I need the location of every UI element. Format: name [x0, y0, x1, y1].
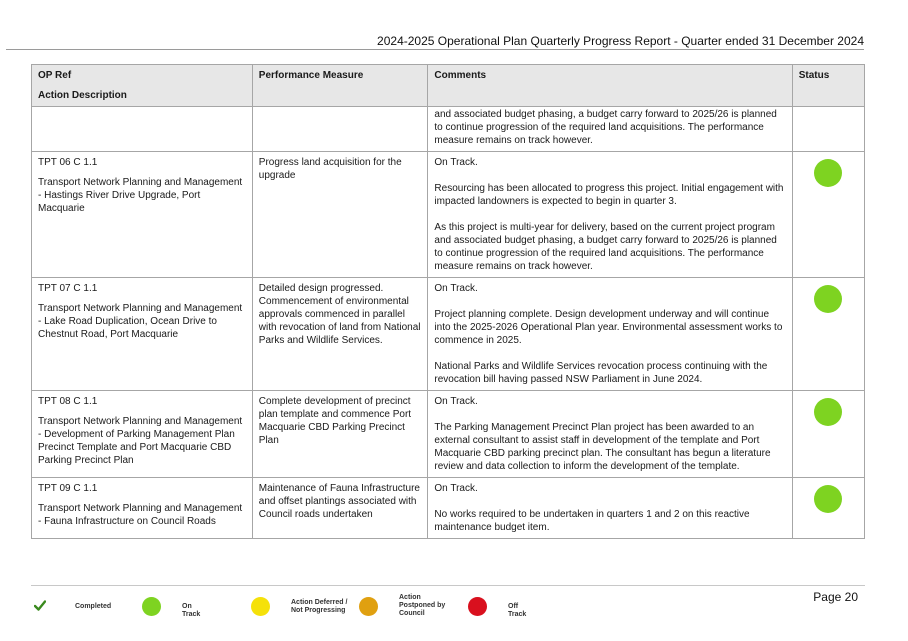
progress-table: [31, 64, 865, 539]
comment-paragraph: No works required to be undertaken in quarters 1 and 2 on this reactive maintenance budget item.: [434, 509, 750, 533]
comment-paragraph: On Track.: [434, 157, 478, 168]
action-description: Transport Network Planning and Management - Hastings River Drive Upgrade, Port Macquarie: [38, 177, 243, 214]
completed-check-icon: [34, 598, 46, 616]
comment-paragraph: Resourcing has been allocated to progress this project. Initial engagement with impacted landowners is expected to begin in quarter 3.: [434, 183, 784, 207]
report-title: 2024-2025 Operational Plan Quarterly Progress Report - Quarter ended 31 December 2024: [377, 34, 864, 48]
continuation-comments-cell: [428, 107, 792, 152]
legend-completed-label: Completed: [75, 603, 112, 610]
status-cell: [792, 391, 864, 478]
comment-paragraph: Project planning complete. Design development underway and will continue into the 2025-2026 Operational Plan year. Environmental assessment works to commence in 2025.: [434, 309, 783, 346]
table-row: [32, 278, 865, 391]
action-description: Transport Network Planning and Management - Development of Parking Management Plan Precinct Template and Port Macquarie CBD Parking Precinct Plan: [38, 416, 243, 466]
legend-on-track-label: On Track: [182, 603, 201, 618]
op-ref: TPT 09 C 1.1: [38, 483, 98, 494]
comments-cell: [428, 391, 792, 478]
performance-measure-header: Performance Measure: [252, 65, 428, 107]
comments-cell: [428, 478, 792, 539]
continuation-comment: and associated budget phasing, a budget carry forward to 2025/26 is planned to continue progression of the required land acquisitions. The performance measure remains on track however.: [434, 109, 777, 146]
status-cell: [792, 152, 864, 278]
op-ref-header-label: OP Ref: [38, 70, 72, 81]
op-ref: TPT 07 C 1.1: [38, 283, 98, 294]
comment-paragraph: On Track.: [434, 283, 478, 294]
table-row: [32, 152, 865, 278]
comment-paragraph: On Track.: [434, 396, 478, 407]
on-track-status-icon: [814, 398, 842, 426]
on-track-status-icon: [814, 159, 842, 187]
op-ref: TPT 06 C 1.1: [38, 157, 98, 168]
status-header: Status: [792, 65, 864, 107]
op-ref-cell: [32, 278, 253, 391]
deferred-legend-icon: [251, 597, 270, 616]
performance-measure-cell: Maintenance of Fauna Infrastructure and offset plantings associated with Council roads undertaken: [252, 478, 428, 539]
op-ref: TPT 08 C 1.1: [38, 396, 98, 407]
table-row: [32, 391, 865, 478]
off-track-legend-icon: [468, 597, 487, 616]
action-description: Transport Network Planning and Management - Fauna Infrastructure on Council Roads: [38, 503, 243, 527]
comment-paragraph: On Track.: [434, 483, 478, 494]
performance-measure-cell: Complete development of precinct plan template and commence Port Macquarie CBD Parking Precinct Plan: [252, 391, 428, 478]
legend-postponed-label: Action Postponed by Council: [399, 594, 446, 617]
action-description-header-label: Action Description: [38, 90, 127, 101]
comment-paragraph: As this project is multi-year for delivery, based on the current project program and associated budget phasing, a budget carry forward to 2025/26 is planned to continue progression of the required land acquisitions. The performance measure remains on track however.: [434, 222, 777, 272]
on-track-status-icon: [814, 285, 842, 313]
comments-cell: [428, 278, 792, 391]
comment-paragraph: National Parks and Wildlife Services revocation process continuing with the revocation bill having passed NSW Parliament in June 2024.: [434, 361, 768, 385]
header-divider: [6, 49, 864, 50]
op-ref-cell: [32, 478, 253, 539]
continuation-measure-cell: [252, 107, 428, 152]
op-ref-header: [32, 65, 253, 107]
legend-deferred-label: Action Deferred / Not Progressing: [291, 599, 348, 614]
on-track-status-icon: [814, 485, 842, 513]
status-cell: [792, 478, 864, 539]
continuation-ref-cell: [32, 107, 253, 152]
action-description: Transport Network Planning and Management - Lake Road Duplication, Ocean Drive to Chestnut Road, Port Macquarie: [38, 303, 243, 340]
table-row-continuation: [32, 107, 865, 152]
page-number: Page 20: [813, 590, 858, 604]
comments-cell: [428, 152, 792, 278]
postponed-legend-icon: [359, 597, 378, 616]
op-ref-cell: [32, 152, 253, 278]
on-track-legend-icon: [142, 597, 161, 616]
performance-measure-cell: Detailed design progressed. Commencement of environmental approvals commenced in parallel with revocation of land from National Parks and Wildlife Services.: [252, 278, 428, 391]
continuation-status-cell: [792, 107, 864, 152]
footer-divider: [31, 585, 865, 586]
op-ref-cell: [32, 391, 253, 478]
legend-off-track-label: Off Track: [508, 603, 527, 618]
status-cell: [792, 278, 864, 391]
table-row: [32, 478, 865, 539]
performance-measure-cell: Progress land acquisition for the upgrade: [252, 152, 428, 278]
comments-header: Comments: [428, 65, 792, 107]
table-header-row: [32, 65, 865, 107]
comment-paragraph: The Parking Management Precinct Plan project has been awarded to an external consultant to assist staff in development of the template and Port Macquarie CBD parking precinct plan. The consultant has begun a literature review and data collection to inform the development of the template.: [434, 422, 771, 472]
